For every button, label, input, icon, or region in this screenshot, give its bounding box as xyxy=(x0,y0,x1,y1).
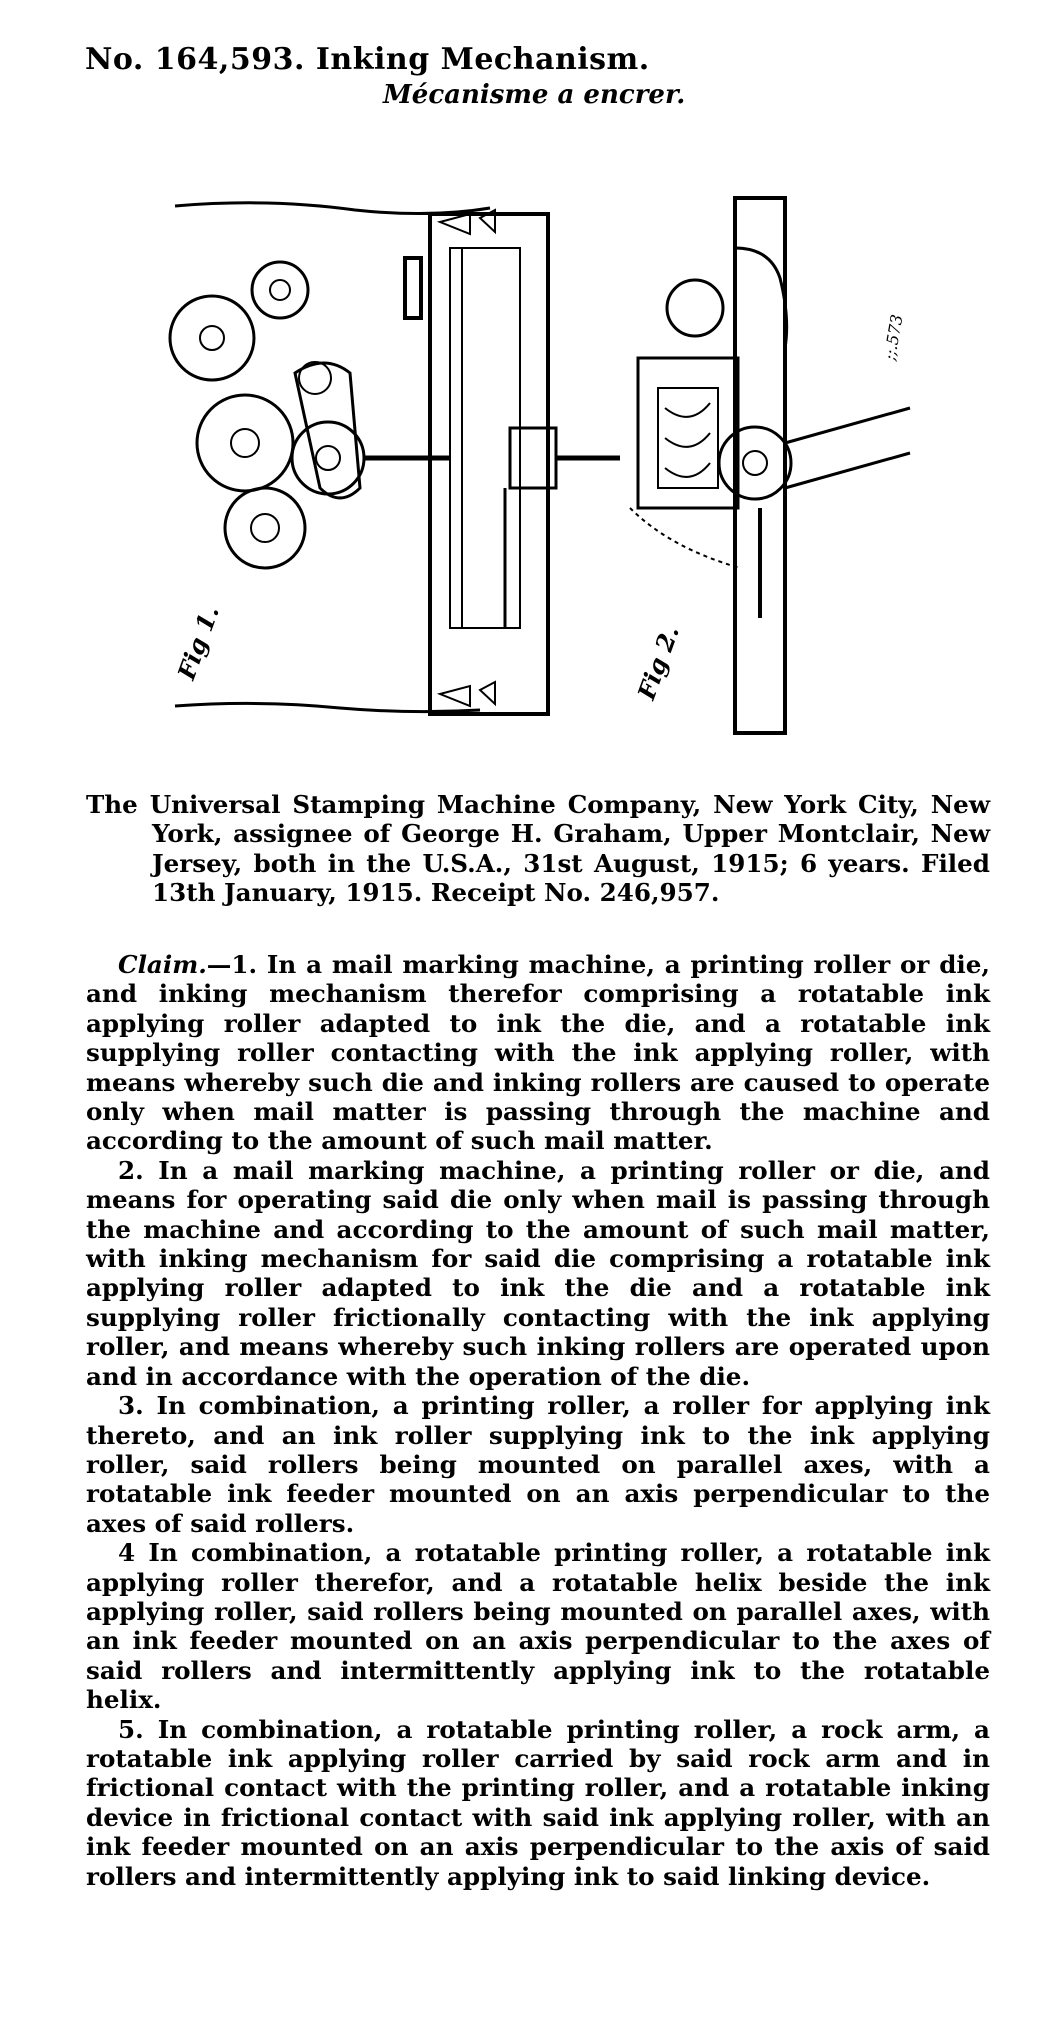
drawing-margin-note: ;;.573 xyxy=(879,312,907,363)
fig2-arm-upper xyxy=(785,408,910,443)
patent-drawing xyxy=(150,188,930,748)
fig1-hub-e xyxy=(270,280,290,300)
fig2-roller-top xyxy=(667,280,723,336)
fig2-hub-main xyxy=(743,451,767,475)
fig2-housing xyxy=(638,358,738,508)
fig2-roller-main xyxy=(719,427,791,499)
fig1-arm-pivot xyxy=(299,362,331,394)
fig2-dotted-link xyxy=(630,508,740,568)
fig1-bottom-edge xyxy=(175,703,480,711)
claim-1 xyxy=(86,950,990,1156)
fig1-roller-left xyxy=(170,296,254,380)
claims-section xyxy=(86,950,990,1891)
fig1-label: Fig 1. xyxy=(171,601,225,684)
claim-2: 2. In a mail marking machine, a printing roller or die, and means for operating said die only when mail is passing through the machine and according to the amount of such mail matter, with inking mechanism for said die comprising a rotatable ink applying roller adapted to ink the die and a rotatable ink supplying roller frictionally contacting with the ink applying roller, and means whereby such inking rollers are operated upon and in accordance with the operation of the die. xyxy=(86,1155,990,1391)
claim-1-text: —1. In a mail marking machine, a printing roller or die, and inking mechanism therefor comprising a rotatable ink applying roller adapted to ink the die, and a rotatable ink supplying roller contacting with the ink applying roller, with means whereby such die and inking rollers are caused to operate only when mail matter is passing through the machine and according to the amount of such mail matter. xyxy=(86,950,990,1156)
fig1-hub-c xyxy=(316,446,340,470)
fig1-roller-lower xyxy=(225,488,305,568)
fig1-top-edge xyxy=(175,203,490,214)
mechanism-drawing-svg xyxy=(150,188,930,748)
fig2-arm-lower xyxy=(785,453,910,488)
fig1-frame xyxy=(430,214,548,714)
assignee-paragraph xyxy=(86,790,990,908)
fig2-helix xyxy=(665,403,710,477)
claim-4: 4 In combination, a rotatable printing roller, a rotatable ink applying roller therefor, and a rotatable helix beside the ink applying roller, said rollers being mounted on parallel axes, with an ink feeder mounted on an axis perpendicular to the axes of said rollers and intermittently applying ink to the rotatable helix. xyxy=(86,1538,990,1715)
claim-lead: Claim. xyxy=(118,950,207,979)
fig1-roller-mid xyxy=(197,395,293,491)
fig1-hub-d xyxy=(251,514,279,542)
patent-subtitle-french: Mécanisme a encrer. xyxy=(383,80,686,110)
fig1-hub-a xyxy=(200,326,224,350)
fig1-wing-nut-bottom xyxy=(440,682,495,706)
fig2-bracket xyxy=(735,248,787,348)
fig1-spring xyxy=(405,258,421,318)
patent-title: No. 164,593. Inking Mechanism. xyxy=(85,42,650,77)
claim-5: 5. In combination, a rotatable printing roller, a rock arm, a rotatable ink applying roller carried by said rock arm and in frictional contact with the printing roller, and a rotatable inking device in frictional contact with said ink applying roller, with an ink feeder mounted on an axis perpendicular to the axis of said rollers and intermittently applying ink to said linking device. xyxy=(86,1714,990,1891)
fig1-roller-main xyxy=(292,422,364,494)
fig2-label: Fig 2. xyxy=(631,621,685,704)
fig1-roller-top xyxy=(252,262,308,318)
fig1-hub-b xyxy=(231,429,259,457)
assignee-text: The Universal Stamping Machine Company, New York City, New York, assignee of George H. Graham, Upper Montclair, New Jersey, both in the U.S.A., 31st August, 1915; 6 years. Filed 13th January, 1915. Receipt No. 246,957. xyxy=(86,790,990,908)
claim-3: 3. In combination, a printing roller, a roller for applying ink thereto, and an ink roller supplying ink to the ink applying roller, said rollers being mounted on parallel axes, with a rotatable ink feeder mounted on an axis perpendicular to the axes of said rollers. xyxy=(86,1391,990,1538)
